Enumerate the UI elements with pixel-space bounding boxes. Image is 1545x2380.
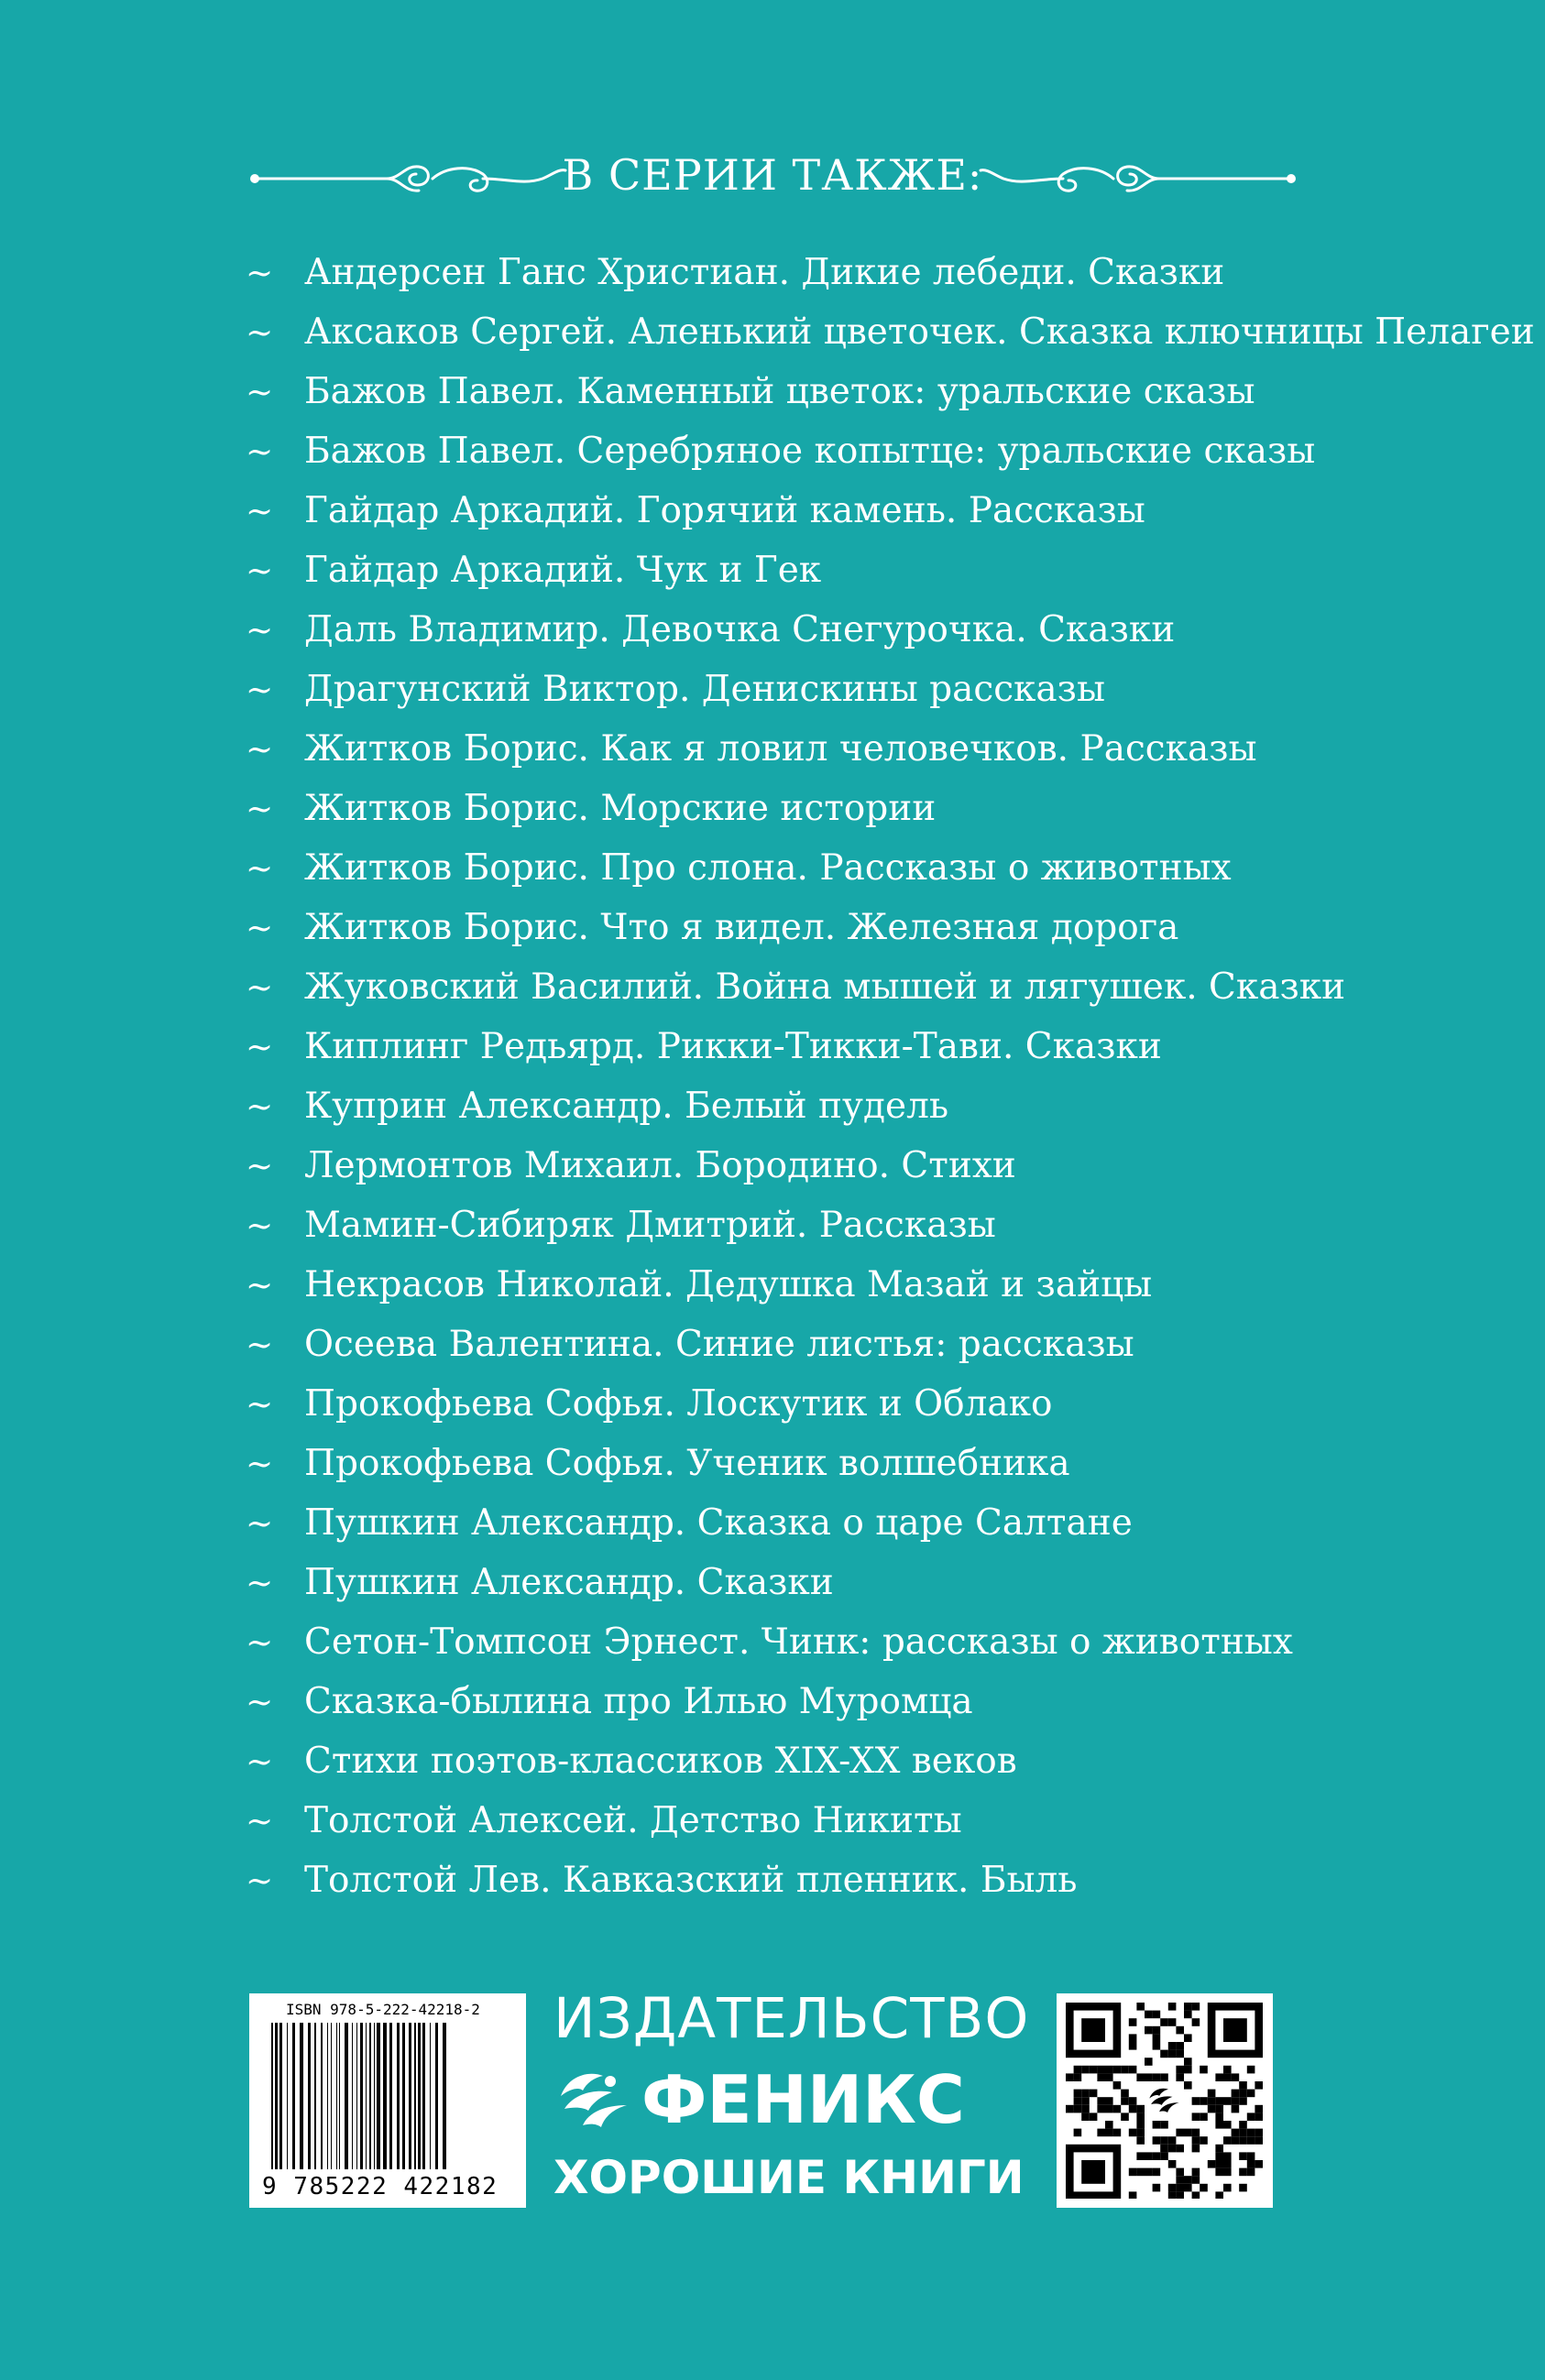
list-item: [246, 1255, 1535, 1315]
tilde-bullet: ~: [246, 1565, 274, 1602]
tilde-bullet: ~: [246, 1624, 274, 1662]
tilde-bullet: ~: [246, 1029, 274, 1066]
list-item: [246, 540, 1535, 600]
list-item: [246, 838, 1535, 898]
book-title: Прокофьева Софья. Ученик волшебника: [304, 1443, 1070, 1484]
ean-digits: 9 785222 422182: [262, 2173, 499, 2200]
series-book-list: [246, 243, 1535, 1910]
book-title: Лермонтов Михаил. Бородино. Стихи: [304, 1145, 1016, 1186]
qr-code-icon: [1066, 2003, 1264, 2199]
tilde-bullet: ~: [246, 1326, 274, 1364]
list-item: [246, 1731, 1535, 1791]
book-title: Куприн Александр. Белый пудель: [304, 1086, 949, 1127]
tilde-bullet: ~: [246, 791, 274, 828]
book-title: Осеева Валентина. Синие листья: рассказы: [304, 1324, 1134, 1365]
tilde-bullet: ~: [246, 374, 274, 411]
book-title: Мамин-Сибиряк Дмитрий. Рассказы: [304, 1205, 996, 1246]
publisher-block: [553, 1986, 1030, 2215]
tilde-bullet: ~: [246, 433, 274, 471]
barcode-icon: [268, 2023, 508, 2169]
tilde-bullet: ~: [246, 1148, 274, 1185]
list-item: [246, 1493, 1535, 1553]
list-item: [246, 302, 1535, 362]
book-title: Бажов Павел. Серебряное копытце: уральские сказы: [304, 431, 1316, 472]
list-item: [246, 421, 1535, 481]
book-title: Киплинг Редьярд. Рикки-Тикки-Тави. Сказки: [304, 1026, 1162, 1067]
list-item: [246, 1374, 1535, 1434]
book-title: Толстой Лев. Кавказский пленник. Быль: [304, 1860, 1078, 1901]
book-title: Житков Борис. Про слона. Рассказы о животных: [304, 847, 1232, 889]
book-title: Прокофьева Софья. Лоскутик и Облако: [304, 1383, 1053, 1425]
tilde-bullet: ~: [246, 1386, 274, 1424]
list-item: [246, 1851, 1535, 1910]
list-item: [246, 719, 1535, 779]
tilde-bullet: ~: [246, 671, 274, 709]
list-item: [246, 1791, 1535, 1851]
tilde-bullet: ~: [246, 1803, 274, 1840]
book-title: Гайдар Аркадий. Чук и Гек: [304, 550, 822, 591]
book-title: Аксаков Сергей. Аленький цветочек. Сказка ключницы Пелагеи: [304, 311, 1535, 353]
book-title: Жуковский Василий. Война мышей и лягушек. Сказки: [304, 966, 1346, 1008]
list-item: [246, 898, 1535, 957]
tilde-bullet: ~: [246, 1862, 274, 1900]
publisher-label: ИЗДАТЕЛЬСТВО: [553, 1986, 1030, 2051]
publisher-slogan: ХОРОШИЕ КНИГИ: [553, 2151, 1025, 2204]
list-item: [246, 600, 1535, 660]
list-item: [246, 1017, 1535, 1076]
page-title: В СЕРИИ ТАКЖЕ:: [562, 150, 983, 200]
book-title: Бажов Павел. Каменный цветок: уральские сказы: [304, 371, 1255, 412]
book-title: Толстой Алексей. Детство Никиты: [304, 1800, 962, 1841]
book-title: Сказка-былина про Илью Муромца: [304, 1681, 973, 1722]
list-item: [246, 1434, 1535, 1493]
book-title: Даль Владимир. Девочка Снегурочка. Сказки: [304, 609, 1176, 650]
publisher-name: ФЕНИКС: [641, 2061, 965, 2138]
tilde-bullet: ~: [246, 850, 274, 888]
book-title: Андерсен Ганс Христиан. Дикие лебеди. Сказки: [304, 252, 1225, 293]
tilde-bullet: ~: [246, 910, 274, 947]
list-item: [246, 779, 1535, 838]
tilde-bullet: ~: [246, 1743, 274, 1781]
tilde-bullet: ~: [246, 1505, 274, 1543]
list-item: [246, 1136, 1535, 1195]
book-title: Житков Борис. Как я ловил человечков. Рассказы: [304, 728, 1257, 770]
tilde-bullet: ~: [246, 552, 274, 590]
list-item: [246, 362, 1535, 421]
tilde-bullet: ~: [246, 493, 274, 530]
book-title: Пушкин Александр. Сказка о царе Салтане: [304, 1502, 1133, 1544]
tilde-bullet: ~: [246, 1267, 274, 1305]
tilde-bullet: ~: [246, 1207, 274, 1245]
tilde-bullet: ~: [246, 731, 274, 769]
barcode-panel: [249, 1993, 526, 2208]
tilde-bullet: ~: [246, 1088, 274, 1126]
tilde-bullet: ~: [246, 1684, 274, 1721]
isbn-label: ISBN 978-5-222-42218-2: [286, 2001, 480, 2018]
list-item: [246, 1315, 1535, 1374]
ornament-flourish-icon: [958, 158, 1297, 203]
list-item: [246, 1612, 1535, 1672]
book-title: Некрасов Николай. Дедушка Мазай и зайцы: [304, 1264, 1153, 1305]
list-item: [246, 957, 1535, 1017]
list-item: [246, 660, 1535, 719]
phoenix-bird-logo-icon: [555, 2069, 632, 2133]
list-item: [246, 1553, 1535, 1612]
book-title: Пушкин Александр. Сказки: [304, 1562, 834, 1603]
list-item: [246, 243, 1535, 302]
tilde-bullet: ~: [246, 314, 274, 352]
tilde-bullet: ~: [246, 612, 274, 650]
book-title: Житков Борис. Морские истории: [304, 788, 937, 829]
list-item: [246, 481, 1535, 540]
book-title: Стихи поэтов-классиков XIX-XX веков: [304, 1741, 1017, 1782]
qr-panel: [1057, 1993, 1273, 2208]
list-item: [246, 1195, 1535, 1255]
series-header: [0, 137, 1545, 220]
book-title: Драгунский Виктор. Денискины рассказы: [304, 669, 1105, 710]
tilde-bullet: ~: [246, 969, 274, 1007]
list-item: [246, 1672, 1535, 1731]
book-title: Житков Борис. Что я видел. Железная дорога: [304, 907, 1179, 948]
book-title: Гайдар Аркадий. Горячий камень. Рассказы: [304, 490, 1145, 531]
tilde-bullet: ~: [246, 1446, 274, 1483]
tilde-bullet: ~: [246, 255, 274, 292]
book-title: Сетон-Томпсон Эрнест. Чинк: рассказы о животных: [304, 1621, 1293, 1663]
list-item: [246, 1076, 1535, 1136]
